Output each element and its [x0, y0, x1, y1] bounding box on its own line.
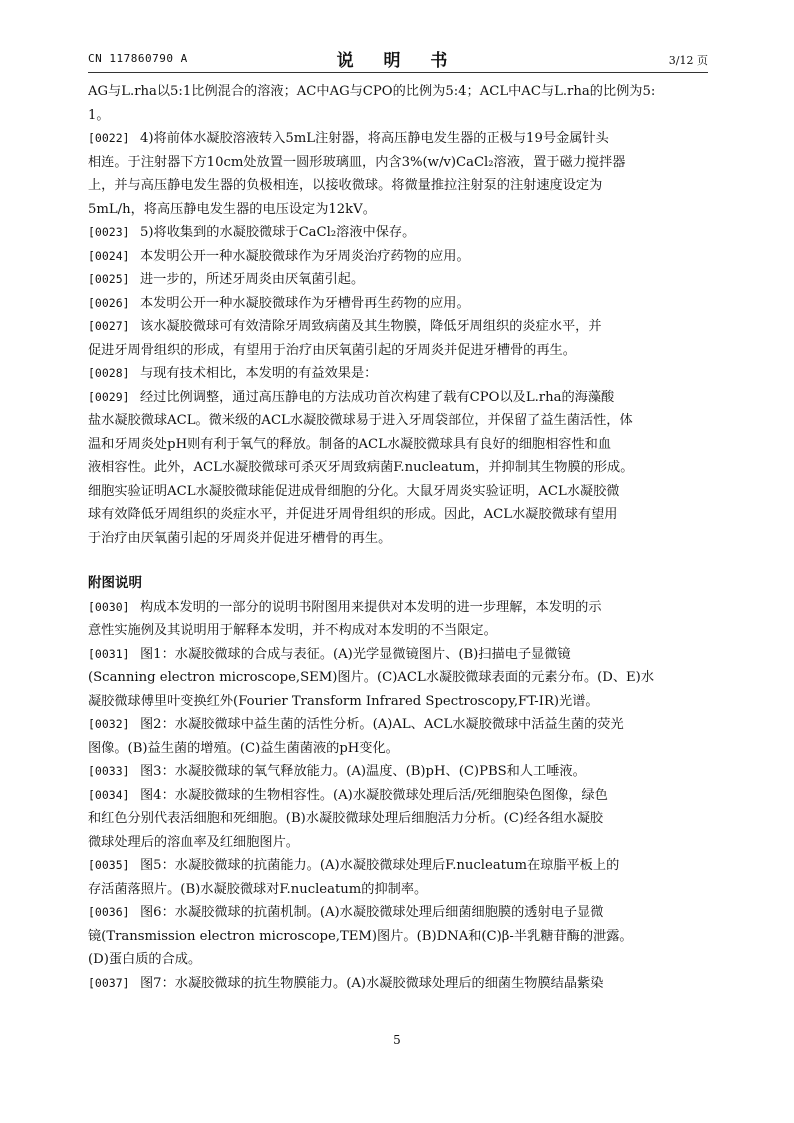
- paragraph-line: [88, 666, 708, 690]
- paragraph-number: [0036]: [88, 905, 130, 919]
- page-indicator: 3/12 页: [668, 54, 708, 67]
- line-text: 1。: [88, 107, 110, 123]
- paragraph-first-line: [88, 901, 708, 925]
- paragraph-line: [88, 174, 708, 198]
- paragraph-number: [0023]: [88, 225, 130, 239]
- line-text: 于治疗由厌氧菌引起的牙周炎并促进牙槽骨的再生。: [88, 530, 392, 546]
- line-text: 盐水凝胶微球ACL。微米级的ACL水凝胶微球易于进入牙周袋部位，并保留了益生菌活性，体: [88, 413, 633, 428]
- line-text: AG与L.rha以5:1比例混合的溶液；AC中AG与CPO的比例为5:4；ACL中AC与L.rha的比例为5:: [88, 84, 656, 99]
- section-heading: 附图说明: [88, 575, 142, 591]
- header-divider: [88, 72, 708, 73]
- paragraph-number: [0027]: [88, 319, 130, 333]
- line-text: 细胞实验证明ACL水凝胶微球能促进成骨细胞的分化。大鼠牙周炎实验证明，ACL水凝胶微: [88, 483, 620, 499]
- paragraph-first-line: [88, 315, 708, 339]
- paragraph-line: [88, 151, 708, 175]
- paragraph-number: [0031]: [88, 646, 130, 661]
- line-text: (D)蛋白质的合成。: [88, 952, 202, 967]
- line-text: 5)将收集到的水凝胶微球于CaCl₂溶液中保存。: [140, 225, 416, 240]
- paragraph-first-line: [88, 386, 708, 410]
- figure-description-block: [88, 596, 708, 996]
- line-text: 意性实施例及其说明用于解释本发明，并不构成对本发明的不当限定。: [88, 623, 497, 638]
- section-gap: [88, 550, 708, 572]
- line-text: 构成本发明的一部分的说明书附图用来提供对本发明的进一步理解，本发明的示: [140, 599, 602, 615]
- line-text: 温和牙周炎处pH则有利于氧气的释放。制备的ACL水凝胶微球具有良好的细胞相容性和血: [88, 436, 612, 452]
- line-text: 图6：水凝胶微球的抗菌机制。(A)水凝胶微球处理后细菌细胞膜的透射电子显微: [140, 905, 604, 920]
- paragraph-first-line: [88, 596, 708, 620]
- paragraph-first-line: [88, 784, 708, 808]
- paragraph-number: [0033]: [88, 764, 130, 778]
- paragraph-line: [88, 503, 708, 527]
- paragraph-first-line: [88, 760, 708, 784]
- paragraph-line: [88, 198, 708, 222]
- paragraphs-block: [88, 80, 708, 550]
- paragraph-first-line: [88, 713, 708, 737]
- paragraph-line: [88, 690, 708, 714]
- paragraph-number: [0029]: [88, 389, 130, 404]
- line-text: 与现有技术相比，本发明的有益效果是：: [140, 366, 378, 381]
- line-text: 上，并与高压静电发生器的负极相连，以接收微球。将微量推拉注射泵的注射速度设定为: [88, 178, 603, 193]
- line-text: 促进牙周骨组织的形成，有望用于治疗由厌氧菌引起的牙周炎并促进牙槽骨的再生。: [88, 342, 576, 358]
- line-text: 微球处理后的溶血率及红细胞图片。: [88, 834, 299, 850]
- paragraph-number: [0024]: [88, 248, 130, 263]
- paragraph-first-line: [88, 221, 708, 245]
- paragraph-line: [88, 831, 708, 855]
- paragraph-first-line: [88, 972, 708, 996]
- paragraph-line: [88, 807, 708, 831]
- line-text: 镜(Transmission electron microscope,TEM)图片。(B)DNA和(C)β-半乳糖苷酶的泄露。: [88, 928, 633, 944]
- paragraph-number: [0034]: [88, 787, 130, 802]
- paragraph-line: [88, 433, 708, 457]
- paragraph-line: [88, 527, 708, 551]
- document-body: [88, 80, 708, 995]
- line-text: 本发明公开一种水凝胶微球作为牙周炎治疗药物的应用。: [140, 248, 470, 264]
- line-text: 图3：水凝胶微球的氧气释放能力。(A)温度、(B)pH、(C)PBS和人工唾液。: [140, 764, 586, 779]
- paragraph-line: [88, 409, 708, 433]
- paragraph-number: [0022]: [88, 131, 130, 145]
- line-text: 本发明公开一种水凝胶微球作为牙槽骨再生药物的应用。: [140, 295, 470, 311]
- paragraph-first-line: [88, 643, 708, 667]
- paragraph-first-line: [88, 268, 708, 292]
- paragraph-line: [88, 948, 708, 972]
- paragraph-line: [88, 925, 708, 949]
- line-text: 液相容性。此外，ACL水凝胶微球可杀灭牙周致病菌F.nucleatum，并抑制其生物膜的形成。: [88, 460, 634, 475]
- paragraph-first-line: [88, 127, 708, 151]
- line-text: 图4：水凝胶微球的生物相容性。(A)水凝胶微球处理后活/死细胞染色图像，绿色: [140, 787, 608, 803]
- line-text: 图2：水凝胶微球中益生菌的活性分析。(A)AL、ACL水凝胶微球中活益生菌的荧光: [140, 717, 624, 732]
- patent-number: CN 117860790 A: [88, 52, 188, 65]
- paragraph-line: [88, 737, 708, 761]
- paragraph-first-line: [88, 362, 708, 386]
- paragraph-line: [88, 104, 708, 128]
- line-text: 4)将前体水凝胶溶液转入5mL注射器，将高压静电发生器的正极与19号金属针头: [140, 131, 609, 146]
- paragraph-line: [88, 619, 708, 643]
- line-text: 球有效降低牙周组织的炎症水平，并促进牙周骨组织的形成。因此，ACL水凝胶微球有望用: [88, 507, 618, 522]
- paragraph-line: [88, 878, 708, 902]
- paragraph-line: [88, 80, 708, 104]
- line-text: 图1：水凝胶微球的合成与表征。(A)光学显微镜图片、(B)扫描电子显微镜: [140, 646, 571, 662]
- line-text: 图7：水凝胶微球的抗生物膜能力。(A)水凝胶微球处理后的细菌生物膜结晶紫染: [140, 975, 604, 991]
- line-text: 5mL/h，将高压静电发生器的电压设定为12kV。: [88, 201, 376, 217]
- line-text: 进一步的，所述牙周炎由厌氧菌引起。: [140, 272, 365, 287]
- line-text: 图像。(B)益生菌的增殖。(C)益生菌菌液的pH变化。: [88, 740, 399, 756]
- document-title: 说 明 书: [336, 51, 460, 71]
- paragraph-first-line: [88, 292, 708, 316]
- line-text: 存活菌落照片。(B)水凝胶微球对F.nucleatum的抑制率。: [88, 881, 428, 897]
- paragraph-number: [0037]: [88, 975, 130, 990]
- paragraph-line: [88, 456, 708, 480]
- line-text: 和红色分别代表活细胞和死细胞。(B)水凝胶微球处理后细胞活力分析。(C)经各组水凝胶: [88, 811, 604, 826]
- line-text: (Scanning electron microscope,SEM)图片。(C)ACL水凝胶微球表面的元素分布。(D、E)水: [88, 670, 655, 685]
- paragraph-number: [0030]: [88, 599, 130, 614]
- paragraph-first-line: [88, 245, 708, 269]
- page-header: [88, 50, 708, 72]
- paragraph-number: [0035]: [88, 858, 130, 872]
- paragraph-line: [88, 339, 708, 363]
- paragraph-first-line: [88, 854, 708, 878]
- page-number: 5: [393, 1033, 401, 1047]
- paragraph-number: [0032]: [88, 717, 130, 731]
- paragraph-number: [0026]: [88, 295, 130, 310]
- paragraph-number: [0025]: [88, 272, 130, 286]
- paragraph-number: [0028]: [88, 366, 130, 380]
- line-text: 图5：水凝胶微球的抗菌能力。(A)水凝胶微球处理后F.nucleatum在琼脂平板上的: [140, 858, 620, 873]
- line-text: 该水凝胶微球可有效清除牙周致病菌及其生物膜，降低牙周组织的炎症水平，并: [140, 319, 602, 334]
- line-text: 凝胶微球傅里叶变换红外(Fourier Transform Infrared Spectroscopy,FT-IR)光谱。: [88, 693, 599, 709]
- line-text: 相连。于注射器下方10cm处放置一圆形玻璃皿，内含3%(w/v)CaCl₂溶液，置于磁力搅拌器: [88, 154, 626, 170]
- paragraph-line: [88, 480, 708, 504]
- line-text: 经过比例调整，通过高压静电的方法成功首次构建了载有CPO以及L.rha的海藻酸: [140, 389, 615, 405]
